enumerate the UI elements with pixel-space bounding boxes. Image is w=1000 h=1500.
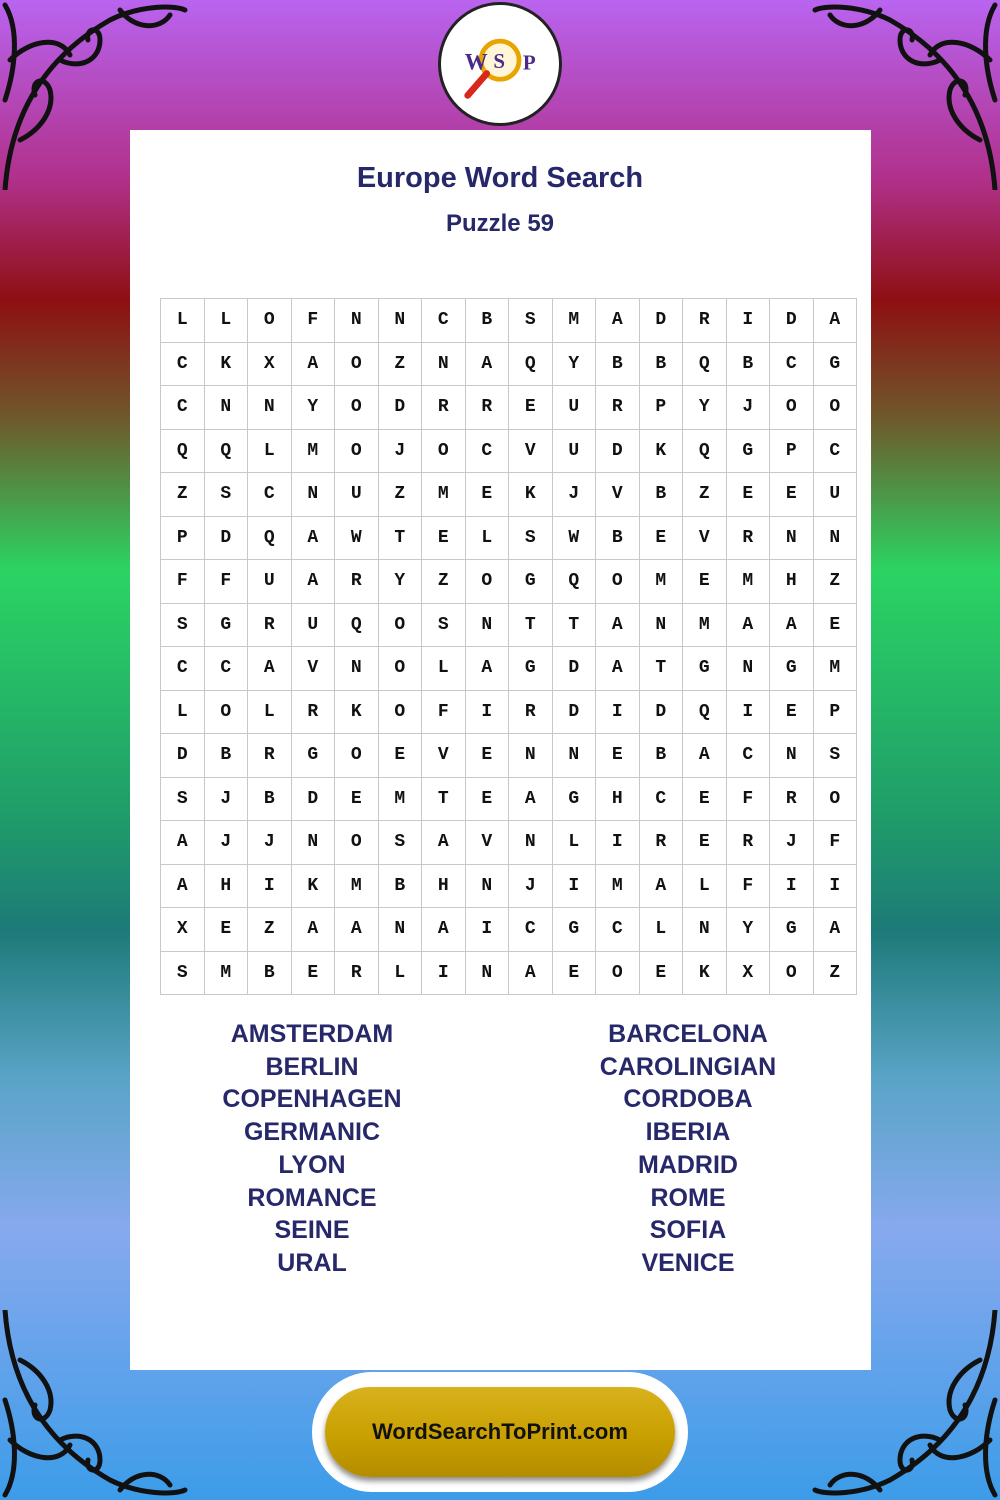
grid-cell[interactable]: Z — [161, 473, 205, 517]
grid-cell[interactable]: G — [726, 429, 770, 473]
grid-cell[interactable]: Z — [422, 560, 466, 604]
grid-cell[interactable]: P — [813, 690, 857, 734]
word-list-item: ROMANCE — [247, 1183, 377, 1212]
grid-cell[interactable]: O — [378, 647, 422, 691]
grid-cell[interactable]: N — [465, 864, 509, 908]
grid-cell[interactable]: J — [726, 386, 770, 430]
grid-cell[interactable]: E — [552, 951, 596, 995]
grid-cell[interactable]: R — [596, 386, 640, 430]
magnifier-handle-icon — [468, 74, 487, 96]
grid-cell[interactable]: V — [465, 821, 509, 865]
grid-cell[interactable]: Y — [683, 386, 727, 430]
grid-cell[interactable]: R — [465, 386, 509, 430]
grid-cell[interactable]: F — [291, 299, 335, 343]
grid-cell[interactable]: D — [639, 690, 683, 734]
grid-cell[interactable]: N — [770, 734, 814, 778]
grid-row — [161, 777, 857, 821]
grid-cell[interactable]: R — [248, 734, 292, 778]
grid-cell[interactable]: A — [509, 777, 553, 821]
grid-cell[interactable]: G — [683, 647, 727, 691]
grid-cell[interactable]: C — [596, 908, 640, 952]
grid-cell[interactable]: L — [248, 690, 292, 734]
grid-cell[interactable]: Y — [291, 386, 335, 430]
grid-cell[interactable]: N — [335, 299, 379, 343]
grid-cell[interactable]: M — [552, 299, 596, 343]
grid-cell[interactable]: V — [291, 647, 335, 691]
grid-cell[interactable]: B — [248, 951, 292, 995]
grid-cell[interactable]: O — [335, 821, 379, 865]
grid-cell[interactable]: B — [378, 864, 422, 908]
grid-cell[interactable]: S — [378, 821, 422, 865]
puzzle-number: Puzzle 59 — [445, 210, 555, 237]
grid-cell[interactable]: F — [422, 690, 466, 734]
grid-cell[interactable]: A — [335, 908, 379, 952]
grid-cell[interactable]: V — [683, 516, 727, 560]
grid-cell[interactable]: F — [161, 560, 205, 604]
grid-cell[interactable]: M — [726, 560, 770, 604]
grid-cell[interactable]: C — [204, 647, 248, 691]
grid-cell[interactable]: A — [596, 299, 640, 343]
grid-cell[interactable]: K — [639, 429, 683, 473]
grid-row — [161, 603, 857, 647]
grid-cell[interactable]: D — [770, 299, 814, 343]
grid-cell[interactable]: S — [422, 603, 466, 647]
grid-cell[interactable]: Z — [248, 908, 292, 952]
grid-row — [161, 951, 857, 995]
grid-cell[interactable]: D — [291, 777, 335, 821]
grid-cell[interactable]: K — [335, 690, 379, 734]
grid-cell[interactable]: T — [422, 777, 466, 821]
grid-cell[interactable]: A — [813, 908, 857, 952]
grid-cell[interactable]: L — [683, 864, 727, 908]
grid-cell[interactable]: B — [726, 342, 770, 386]
grid-row — [161, 473, 857, 517]
grid-cell[interactable]: B — [596, 342, 640, 386]
grid-cell[interactable]: A — [509, 951, 553, 995]
grid-cell[interactable]: C — [770, 342, 814, 386]
grid-cell[interactable]: L — [422, 647, 466, 691]
grid-cell[interactable]: B — [639, 473, 683, 517]
grid-cell[interactable]: I — [726, 690, 770, 734]
grid-cell[interactable]: H — [204, 864, 248, 908]
grid-cell[interactable]: G — [204, 603, 248, 647]
grid-cell[interactable]: T — [378, 516, 422, 560]
grid-cell[interactable]: E — [770, 690, 814, 734]
grid-cell[interactable]: S — [509, 299, 553, 343]
grid-cell[interactable]: R — [422, 386, 466, 430]
grid-cell[interactable]: O — [335, 386, 379, 430]
grid-cell[interactable]: B — [639, 342, 683, 386]
grid-cell[interactable]: V — [422, 734, 466, 778]
grid-row — [161, 386, 857, 430]
grid-cell[interactable]: E — [465, 473, 509, 517]
wsp-logo[interactable] — [438, 2, 562, 126]
grid-cell[interactable]: M — [204, 951, 248, 995]
grid-cell[interactable]: T — [509, 603, 553, 647]
grid-cell[interactable]: N — [552, 734, 596, 778]
grid-cell[interactable]: Q — [509, 342, 553, 386]
word-list-item: URAL — [277, 1248, 347, 1277]
grid-cell[interactable]: A — [770, 603, 814, 647]
grid-cell[interactable]: Z — [813, 560, 857, 604]
grid-cell[interactable]: V — [596, 473, 640, 517]
grid-row — [161, 560, 857, 604]
grid-cell[interactable]: N — [248, 386, 292, 430]
grid-row — [161, 342, 857, 386]
grid-cell[interactable]: U — [813, 473, 857, 517]
grid-cell[interactable]: G — [770, 908, 814, 952]
grid-cell[interactable]: E — [639, 516, 683, 560]
grid-cell[interactable]: S — [161, 603, 205, 647]
grid-cell[interactable]: D — [552, 647, 596, 691]
grid-cell[interactable]: G — [552, 777, 596, 821]
grid-cell[interactable]: L — [552, 821, 596, 865]
grid-cell[interactable]: O — [335, 734, 379, 778]
grid-cell[interactable]: L — [161, 299, 205, 343]
word-list-item: LYON — [278, 1150, 346, 1179]
grid-cell[interactable]: E — [770, 473, 814, 517]
grid-row — [161, 647, 857, 691]
word-list-item: COPENHAGEN — [222, 1085, 402, 1114]
grid-cell[interactable]: T — [639, 647, 683, 691]
grid-cell[interactable]: U — [291, 603, 335, 647]
grid-cell[interactable]: Z — [378, 473, 422, 517]
grid-cell[interactable]: I — [596, 821, 640, 865]
grid-cell[interactable]: Q — [683, 429, 727, 473]
grid-cell[interactable]: Y — [378, 560, 422, 604]
grid-cell[interactable]: H — [596, 777, 640, 821]
grid-cell[interactable]: R — [639, 821, 683, 865]
grid-cell[interactable]: Z — [813, 951, 857, 995]
grid-cell[interactable]: O — [248, 299, 292, 343]
word-list-item: SOFIA — [649, 1216, 727, 1245]
grid-row — [161, 821, 857, 865]
grid-cell[interactable]: R — [335, 951, 379, 995]
grid-cell[interactable]: A — [465, 342, 509, 386]
grid-cell[interactable]: Y — [552, 342, 596, 386]
grid-cell[interactable]: U — [248, 560, 292, 604]
grid-cell[interactable]: S — [509, 516, 553, 560]
grid-cell[interactable]: E — [683, 560, 727, 604]
grid-cell[interactable]: O — [422, 429, 466, 473]
grid-cell[interactable]: R — [683, 299, 727, 343]
word-list-item: BERLIN — [265, 1052, 359, 1081]
grid-cell[interactable]: U — [552, 386, 596, 430]
grid-cell[interactable]: M — [639, 560, 683, 604]
grid-cell[interactable]: D — [639, 299, 683, 343]
grid-cell[interactable]: R — [726, 516, 770, 560]
grid-cell[interactable]: I — [596, 690, 640, 734]
word-list-item: CAROLINGIAN — [599, 1052, 777, 1081]
grid-cell[interactable]: G — [813, 342, 857, 386]
grid-cell[interactable]: B — [465, 299, 509, 343]
grid-cell[interactable]: R — [335, 560, 379, 604]
grid-cell[interactable]: E — [465, 734, 509, 778]
puzzle-title: Europe Word Search — [356, 162, 644, 194]
grid-cell[interactable]: N — [639, 603, 683, 647]
grid-cell[interactable]: E — [596, 734, 640, 778]
grid-cell[interactable]: J — [509, 864, 553, 908]
grid-cell[interactable]: N — [378, 908, 422, 952]
grid-cell[interactable]: E — [291, 951, 335, 995]
grid-cell[interactable]: E — [465, 777, 509, 821]
word-list-right — [518, 1018, 858, 1280]
grid-cell[interactable]: R — [291, 690, 335, 734]
grid-cell[interactable]: E — [683, 821, 727, 865]
grid-cell[interactable]: I — [465, 908, 509, 952]
grid-cell[interactable]: J — [204, 777, 248, 821]
grid-row — [161, 864, 857, 908]
grid-cell[interactable]: A — [596, 603, 640, 647]
grid-cell[interactable]: A — [465, 647, 509, 691]
grid-cell[interactable]: O — [770, 951, 814, 995]
grid-cell[interactable]: A — [248, 647, 292, 691]
grid-cell[interactable]: E — [639, 951, 683, 995]
grid-cell[interactable]: C — [161, 386, 205, 430]
grid-cell[interactable]: Z — [378, 342, 422, 386]
word-list-item: SEINE — [274, 1216, 350, 1245]
grid-cell[interactable]: N — [509, 734, 553, 778]
grid-cell[interactable]: A — [683, 734, 727, 778]
grid-cell[interactable]: L — [639, 908, 683, 952]
grid-cell[interactable]: I — [813, 864, 857, 908]
grid-cell[interactable]: K — [683, 951, 727, 995]
grid-cell[interactable]: E — [509, 386, 553, 430]
grid-cell[interactable]: X — [248, 342, 292, 386]
grid-cell[interactable]: I — [552, 864, 596, 908]
grid-cell[interactable]: A — [639, 864, 683, 908]
word-list-item: IBERIA — [645, 1118, 731, 1147]
grid-cell[interactable]: A — [291, 560, 335, 604]
grid-cell[interactable]: P — [770, 429, 814, 473]
word-list-item: AMSTERDAM — [230, 1020, 394, 1048]
grid-cell[interactable]: N — [465, 603, 509, 647]
grid-cell[interactable]: G — [291, 734, 335, 778]
grid-cell[interactable]: D — [204, 516, 248, 560]
grid-cell[interactable]: O — [378, 603, 422, 647]
grid-cell[interactable]: B — [248, 777, 292, 821]
grid-cell[interactable]: M — [596, 864, 640, 908]
grid-cell[interactable]: C — [813, 429, 857, 473]
grid-cell[interactable]: O — [770, 386, 814, 430]
grid-cell[interactable]: I — [770, 864, 814, 908]
grid-cell[interactable]: M — [683, 603, 727, 647]
grid-cell[interactable]: R — [726, 821, 770, 865]
grid-cell[interactable]: S — [813, 734, 857, 778]
grid-cell[interactable]: M — [813, 647, 857, 691]
grid-cell[interactable]: O — [335, 429, 379, 473]
word-list-left — [142, 1018, 482, 1280]
grid-cell[interactable]: F — [726, 777, 770, 821]
logo-letter-w: W — [464, 49, 488, 75]
grid-cell[interactable]: O — [813, 386, 857, 430]
grid-cell[interactable]: N — [204, 386, 248, 430]
grid-cell[interactable]: O — [596, 560, 640, 604]
grid-cell[interactable]: P — [639, 386, 683, 430]
grid-cell[interactable]: H — [770, 560, 814, 604]
grid-cell[interactable]: J — [204, 821, 248, 865]
grid-cell[interactable]: W — [335, 516, 379, 560]
grid-cell[interactable]: N — [770, 516, 814, 560]
word-list-item: VENICE — [641, 1248, 735, 1277]
grid-cell[interactable]: Y — [726, 908, 770, 952]
grid-cell[interactable]: B — [639, 734, 683, 778]
grid-cell[interactable]: M — [335, 864, 379, 908]
grid-cell[interactable]: X — [726, 951, 770, 995]
grid-cell[interactable]: M — [422, 473, 466, 517]
letter-grid — [160, 298, 857, 995]
grid-cell[interactable]: A — [291, 516, 335, 560]
grid-cell[interactable]: C — [422, 299, 466, 343]
grid-cell[interactable]: O — [204, 690, 248, 734]
grid-cell[interactable]: I — [465, 690, 509, 734]
grid-cell[interactable]: E — [378, 734, 422, 778]
grid-cell[interactable]: E — [813, 603, 857, 647]
grid-cell[interactable]: O — [813, 777, 857, 821]
grid-cell[interactable]: I — [422, 951, 466, 995]
grid-cell[interactable]: N — [378, 299, 422, 343]
grid-cell[interactable]: R — [509, 690, 553, 734]
grid-cell[interactable]: F — [204, 560, 248, 604]
grid-cell[interactable]: M — [291, 429, 335, 473]
grid-cell[interactable]: D — [596, 429, 640, 473]
grid-row — [161, 690, 857, 734]
grid-cell[interactable]: O — [378, 690, 422, 734]
word-list-item: CORDOBA — [623, 1085, 753, 1114]
grid-cell[interactable]: N — [422, 342, 466, 386]
grid-cell[interactable]: N — [726, 647, 770, 691]
grid-row — [161, 429, 857, 473]
grid-cell[interactable]: F — [813, 821, 857, 865]
grid-cell[interactable]: D — [552, 690, 596, 734]
grid-cell[interactable]: E — [683, 777, 727, 821]
grid-cell[interactable]: O — [335, 342, 379, 386]
grid-cell[interactable]: H — [422, 864, 466, 908]
grid-row — [161, 299, 857, 343]
grid-cell[interactable]: Q — [335, 603, 379, 647]
grid-cell[interactable]: R — [248, 603, 292, 647]
grid-row — [161, 516, 857, 560]
grid-cell[interactable]: B — [596, 516, 640, 560]
grid-cell[interactable]: Q — [161, 429, 205, 473]
grid-cell[interactable]: E — [204, 908, 248, 952]
grid-cell[interactable]: C — [465, 429, 509, 473]
grid-cell[interactable]: C — [639, 777, 683, 821]
grid-cell[interactable]: I — [248, 864, 292, 908]
grid-cell[interactable]: R — [770, 777, 814, 821]
grid-cell[interactable]: Q — [204, 429, 248, 473]
grid-cell[interactable]: I — [726, 299, 770, 343]
grid-cell[interactable]: P — [161, 516, 205, 560]
grid-cell[interactable]: A — [726, 603, 770, 647]
grid-cell[interactable]: A — [596, 647, 640, 691]
grid-cell[interactable]: L — [378, 951, 422, 995]
word-list-item: ROME — [650, 1183, 726, 1212]
grid-cell[interactable]: C — [161, 647, 205, 691]
grid-cell[interactable]: G — [509, 560, 553, 604]
grid-cell[interactable]: A — [291, 908, 335, 952]
grid-cell[interactable]: J — [770, 821, 814, 865]
grid-cell[interactable]: C — [509, 908, 553, 952]
grid-cell[interactable]: S — [161, 777, 205, 821]
grid-row — [161, 734, 857, 778]
word-list-item: MADRID — [638, 1150, 738, 1179]
logo-letter-s: S — [493, 48, 505, 73]
grid-cell[interactable]: M — [378, 777, 422, 821]
grid-cell[interactable]: W — [552, 516, 596, 560]
grid-cell[interactable]: Q — [552, 560, 596, 604]
grid-cell[interactable]: D — [161, 734, 205, 778]
grid-cell[interactable]: X — [161, 908, 205, 952]
grid-cell[interactable]: A — [161, 864, 205, 908]
grid-cell[interactable]: E — [726, 473, 770, 517]
grid-cell[interactable]: L — [248, 429, 292, 473]
grid-cell[interactable]: S — [204, 473, 248, 517]
grid-cell[interactable]: C — [726, 734, 770, 778]
grid-cell[interactable]: Q — [683, 690, 727, 734]
grid-cell[interactable]: C — [161, 342, 205, 386]
grid-cell[interactable]: N — [291, 473, 335, 517]
grid-cell[interactable]: K — [509, 473, 553, 517]
grid-cell[interactable]: G — [552, 908, 596, 952]
grid-cell[interactable]: N — [291, 821, 335, 865]
word-list-item: BARCELONA — [608, 1020, 768, 1048]
grid-cell[interactable]: F — [726, 864, 770, 908]
grid-cell[interactable]: A — [161, 821, 205, 865]
grid-cell[interactable]: E — [422, 516, 466, 560]
grid-cell[interactable]: K — [204, 342, 248, 386]
grid-cell[interactable]: C — [248, 473, 292, 517]
grid-cell[interactable]: N — [465, 951, 509, 995]
grid-cell[interactable]: Z — [683, 473, 727, 517]
grid-cell[interactable]: N — [813, 516, 857, 560]
grid-cell[interactable]: J — [248, 821, 292, 865]
grid-cell[interactable]: J — [552, 473, 596, 517]
grid-cell[interactable]: N — [335, 647, 379, 691]
grid-cell[interactable]: L — [204, 299, 248, 343]
site-link[interactable]: WordSearchToPrint.com — [325, 1387, 675, 1477]
grid-cell[interactable]: O — [596, 951, 640, 995]
grid-cell[interactable]: J — [378, 429, 422, 473]
grid-cell[interactable]: U — [335, 473, 379, 517]
grid-cell[interactable]: L — [161, 690, 205, 734]
grid-cell[interactable]: A — [422, 908, 466, 952]
grid-cell[interactable]: G — [509, 647, 553, 691]
logo-letter-p: P — [522, 50, 536, 75]
grid-cell[interactable]: N — [683, 908, 727, 952]
grid-cell[interactable]: D — [378, 386, 422, 430]
grid-cell[interactable]: B — [204, 734, 248, 778]
grid-cell[interactable]: A — [291, 342, 335, 386]
grid-cell[interactable]: T — [552, 603, 596, 647]
grid-cell[interactable]: Q — [248, 516, 292, 560]
grid-cell[interactable]: L — [465, 516, 509, 560]
grid-cell[interactable]: S — [161, 951, 205, 995]
grid-cell[interactable]: G — [770, 647, 814, 691]
grid-cell[interactable]: A — [422, 821, 466, 865]
grid-cell[interactable]: A — [813, 299, 857, 343]
grid-cell[interactable]: V — [509, 429, 553, 473]
word-list-item: GERMANIC — [243, 1118, 381, 1147]
grid-cell[interactable]: E — [335, 777, 379, 821]
grid-cell[interactable]: Q — [683, 342, 727, 386]
grid-cell[interactable]: N — [509, 821, 553, 865]
grid-cell[interactable]: O — [465, 560, 509, 604]
grid-row — [161, 908, 857, 952]
grid-cell[interactable]: U — [552, 429, 596, 473]
grid-cell[interactable]: K — [291, 864, 335, 908]
